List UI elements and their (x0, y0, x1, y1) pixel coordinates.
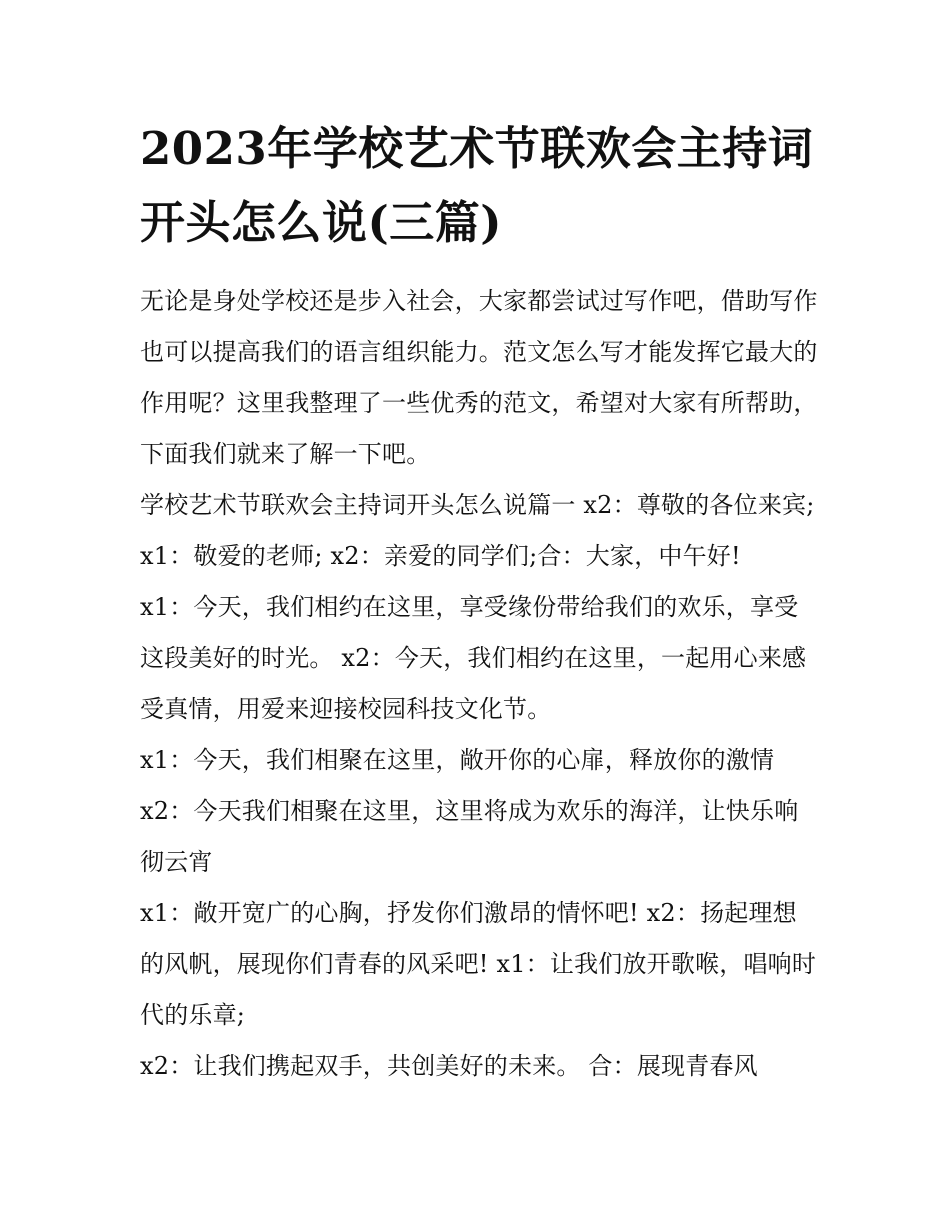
paragraph-x2-future: x2：让我们携起双手，共创美好的未来。 合：展现青春风 (140, 1052, 758, 1080)
document-body (140, 112, 820, 1092)
paragraph-x1-open-heart: x1：今天，我们相聚在这里，敞开你的心扉，释放你的激情 (140, 746, 775, 774)
document-title: 2023年学校艺术节联欢会主持词开头怎么说(三篇) (140, 122, 814, 249)
paragraph-opening: 学校艺术节联欢会主持词开头怎么说篇一 x2：尊敬的各位来宾; x1：敬爱的老师; x2：亲爱的同学们;合：大家，中午好! (140, 491, 815, 570)
paragraph-x1-x2-dreams: x1：敞开宽广的心胸，抒发你们激昂的情怀吧! x2：扬起理想的风帆，展现你们青春的风采吧! x1：让我们放开歌喉，唱响时代的乐章; (140, 899, 817, 1029)
paragraph-x2-ocean-of-joy: x2：今天我们相聚在这里，这里将成为欢乐的海洋，让快乐响彻云宵 (140, 797, 799, 876)
paragraph-x1-today-meet: x1：今天，我们相约在这里，享受缘份带给我们的欢乐，享受这段美好的时光。 x2：今天，我们相约在这里，一起用心来感受真情，用爱来迎接校园科技文化节。 (140, 593, 807, 723)
paragraph-intro: 无论是身处学校还是步入社会，大家都尝试过写作吧，借助写作也可以提高我们的语言组织能力。范文怎么写才能发挥它最大的作用呢？这里我整理了一些优秀的范文，希望对大家有所帮助，下面我们就来了解一下吧。 (140, 287, 818, 468)
